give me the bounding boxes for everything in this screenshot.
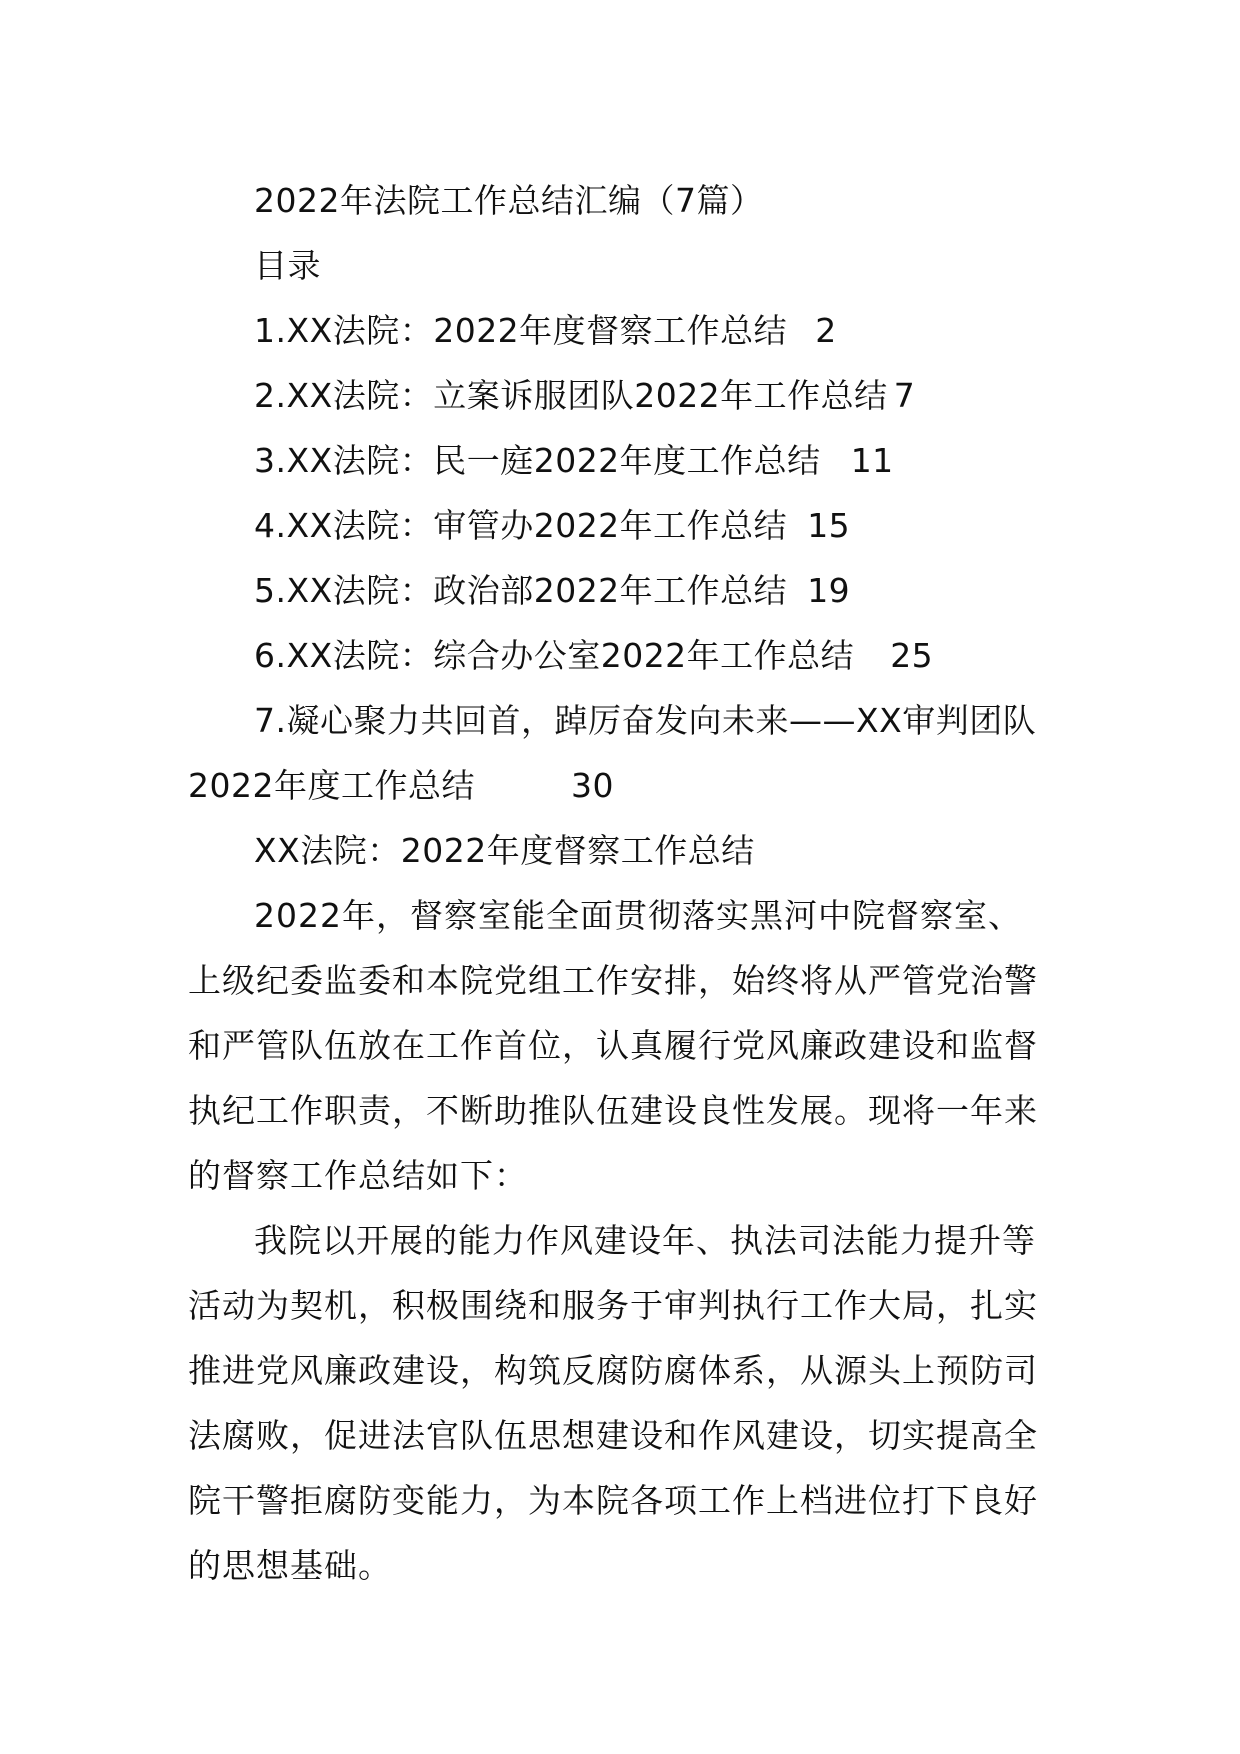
toc-heading: 目录 <box>254 246 321 285</box>
toc-item-page: 25 <box>890 636 934 675</box>
toc-item-label: 7.凝心聚力共回首，踔厉奋发向未来——XX审判团队2022年度工作总结 <box>188 701 1037 805</box>
toc-item[interactable] <box>188 558 1050 623</box>
toc-item-page: 7 <box>893 376 916 415</box>
document-body <box>188 168 1050 1598</box>
toc-item[interactable] <box>188 493 1050 558</box>
body-paragraph: 我院以开展的能力作风建设年、执法司法能力提升等活动为契机，积极围绕和服务于审判执行工作大局，扎实推进党风廉政建设，构筑反腐防腐体系，从源头上预防司法腐败，促进法官队伍思想建设和作风建设，切实提高全院干警拒腐防变能力，为本院各项工作上档进位打下良好的思想基础。 <box>188 1221 1038 1585</box>
toc-item-page: 15 <box>807 506 851 545</box>
toc-item[interactable] <box>188 688 1050 818</box>
document-title: 2022年法院工作总结汇编（7篇） <box>254 181 764 220</box>
section-title: XX法院：2022年度督察工作总结 <box>254 831 755 870</box>
toc-item[interactable] <box>188 623 1050 688</box>
toc-item-label: 2.XX法院：立案诉服团队2022年工作总结 <box>254 376 888 415</box>
toc-item-label: 5.XX法院：政治部2022年工作总结 <box>254 571 788 610</box>
toc-item[interactable] <box>188 363 1050 428</box>
toc-item-page: 19 <box>807 571 851 610</box>
toc-item-label: 4.XX法院：审管办2022年工作总结 <box>254 506 788 545</box>
toc-item-label: 1.XX法院：2022年度督察工作总结 <box>254 311 788 350</box>
toc-item-page: 2 <box>815 311 837 350</box>
body-paragraph: 2022年，督察室能全面贯彻落实黑河中院督察室、上级纪委监委和本院党组工作安排，始终将从严管党治警和严管队伍放在工作首位，认真履行党风廉政建设和监督执纪工作职责，不断助推队伍建设良性发展。现将一年来的督察工作总结如下： <box>188 896 1038 1195</box>
toc-item-label: 6.XX法院：综合办公室2022年工作总结 <box>254 636 855 675</box>
toc-item-label: 3.XX法院：民一庭2022年度工作总结 <box>254 441 821 480</box>
toc-item[interactable] <box>188 298 1050 363</box>
toc-item-page: 30 <box>570 766 614 805</box>
toc-item[interactable] <box>188 428 1050 493</box>
toc-item-page: 11 <box>850 441 894 480</box>
